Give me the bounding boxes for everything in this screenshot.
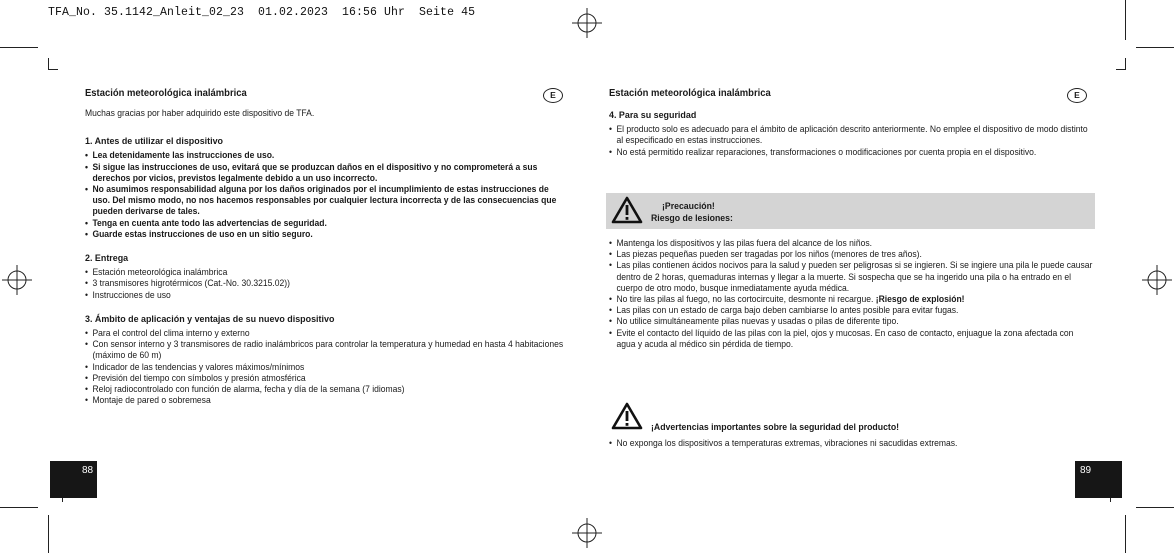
section-4-list: [609, 124, 1093, 158]
explosion-warning: ¡Riesgo de explosión!: [875, 294, 965, 305]
important-warning-title: ¡Advertencias importantes sobre la seguridad del producto!: [651, 421, 900, 432]
list-item: • Instrucciones de uso: [85, 290, 569, 301]
right-header-title: Estación meteorológica inalámbrica: [609, 87, 771, 99]
explosion-text: No tire las pilas al fuego, no las cortocircuite, desmonte ni recargue.: [616, 294, 876, 305]
registration-mark-right: [1142, 265, 1172, 295]
list-item: • Para el control del clima interno y externo: [85, 328, 569, 339]
list-item: • Estación meteorológica inalámbrica: [85, 267, 569, 278]
list-item: • Mantenga los dispositivos y las pilas fuera del alcance de los niños.: [609, 238, 1093, 249]
list-item: • Lea detenidamente las instrucciones de uso.: [85, 150, 569, 161]
list-item: • Con sensor interno y 3 transmisores de radio inalámbricos para controlar la temperatura y humedad en hasta 4 habitaciones (máximo de 60 m): [85, 339, 569, 361]
list-item: • No asumimos responsabilidad alguna por los daños originados por el incumplimiento de estas instrucciones de uso. Del mismo modo, no nos hacemos responsables por cualquier lectura incorrecta y de las consecuencias que pueden derivarse de tales.: [85, 184, 569, 218]
list-item: • Las pilas contienen ácidos nocivos para la salud y pueden ser peligrosas si se ingieren. Si se ingiere una pila le puede causar dentro de 2 horas, quemaduras internas y llegar a la muerte. Si sospecha que se ha ingerido una pila o ha entrado en el cuerpo de otro modo, busque inmediatamente ayuda médica.: [609, 260, 1093, 294]
caution-title: ¡Precaución!: [662, 200, 715, 211]
list-item: • Guarde estas instrucciones de uso en un sitio seguro.: [85, 229, 569, 240]
caution-list: [609, 238, 1093, 350]
list-item: • Las pilas con un estado de carga bajo deben cambiarse lo antes posible para evitar fugas.: [609, 305, 1093, 316]
right-section-4: [609, 110, 1093, 158]
right-caution-list: [609, 238, 1093, 350]
section-4-title: 4. Para su seguridad: [609, 110, 697, 121]
intro-text: Muchas gracias por haber adquirido este dispositivo de TFA.: [85, 108, 315, 118]
section-3-list: [85, 328, 569, 406]
list-item: • Las piezas pequeñas pueden ser tragadas por los niños (menores de tres años).: [609, 249, 1093, 260]
printer-slug: TFA_No. 35.1142_Anleit_02_23 01.02.2023 16:56 Uhr Seite 45: [48, 6, 476, 19]
list-item: • 3 transmisores higrotérmicos (Cat.-No. 30.3215.02)): [85, 278, 569, 289]
list-item: • Montaje de pared o sobremesa: [85, 395, 569, 406]
registration-mark-top: [572, 8, 602, 38]
list-item: • Evite el contacto del líquido de las pilas con la piel, ojos y mucosas. En caso de contacto, enjuague la zona afectada con agua y acuda al médico sin pérdida de tiempo.: [609, 328, 1093, 350]
section-1-list: [85, 150, 569, 240]
list-item: • El producto solo es adecuado para el ámbito de aplicación descrito anteriormente. No emplee el dispositivo de modo distinto al especificado en estas instrucciones.: [609, 124, 1093, 146]
list-item: • Indicador de las tendencias y valores máximos/mínimos: [85, 362, 569, 373]
list-item: • Reloj radiocontrolado con función de alarma, fecha y día de la semana (7 idiomas): [85, 384, 569, 395]
warning-triangle-icon: [611, 196, 643, 224]
registration-mark-left: [2, 265, 32, 295]
right-final-list: [609, 438, 1093, 449]
section-2-list: [85, 267, 569, 301]
section-3-title: 3. Ámbito de aplicación y ventajas de su nuevo dispositivo: [85, 313, 335, 325]
section-2-title: 2. Entrega: [85, 253, 129, 265]
section-1-title: 1. Antes de utilizar el dispositivo: [85, 136, 224, 148]
list-item: • Si sigue las instrucciones de uso, evitará que se produzcan daños en el dispositivo y no comprometerá a sus derechos por vicios, previstos legalmente debido a un uso incorrecto.: [85, 162, 569, 184]
left-page-number: 88: [82, 465, 94, 476]
list-item: • No está permitido realizar reparaciones, transformaciones o modificaciones por cuenta propia en el dispositivo.: [609, 147, 1093, 158]
list-item: • No utilice simultáneamente pilas nuevas y usadas o pilas de diferente tipo.: [609, 316, 1093, 327]
list-item: [609, 294, 1093, 305]
registration-mark-bottom: [572, 518, 602, 548]
right-page-number: 89: [1080, 465, 1092, 476]
list-item: • No exponga los dispositivos a temperaturas extremas, vibraciones ni sacudidas extremas.: [609, 438, 1093, 449]
left-header-title: Estación meteorológica inalámbrica: [85, 87, 247, 99]
final-list: [609, 438, 1093, 449]
left-page-body: [85, 108, 569, 406]
caution-subtitle: Riesgo de lesiones:: [651, 212, 733, 223]
warning-triangle-icon: [611, 402, 643, 430]
list-item: • Previsión del tiempo con símbolos y presión atmosférica: [85, 373, 569, 384]
left-language-badge: E: [543, 88, 563, 103]
list-item: • Tenga en cuenta ante todo las advertencias de seguridad.: [85, 218, 569, 229]
right-language-badge: E: [1067, 88, 1087, 103]
